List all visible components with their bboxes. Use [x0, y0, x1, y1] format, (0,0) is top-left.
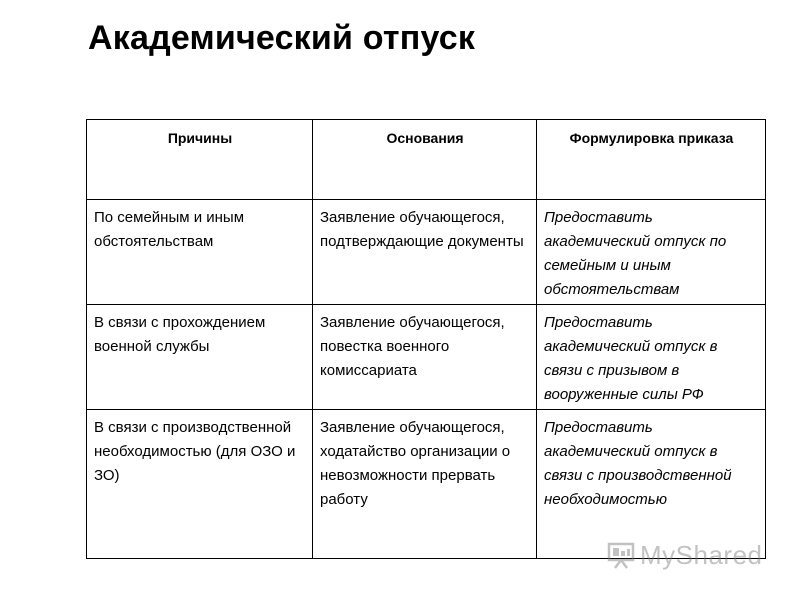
cell-order-wording: Предоставить академический отпуск по семейным и иным обстоятельствам — [537, 200, 766, 305]
slide-title: Академический отпуск — [88, 19, 476, 57]
table-row — [87, 200, 766, 305]
cell-reason: По семейным и иным обстоятельствам — [87, 200, 313, 305]
header-reasons: Причины — [87, 120, 313, 200]
presentation-board-icon — [606, 540, 636, 570]
table-header-row — [87, 120, 766, 200]
leave-table — [86, 119, 766, 559]
header-grounds: Основания — [313, 120, 537, 200]
cell-basis: Заявление обучающегося, повестка военного комиссариата — [313, 305, 537, 410]
table-row — [87, 410, 766, 559]
watermark-text: MyShared — [640, 539, 763, 570]
cell-order-wording: Предоставить академический отпуск в связи с призывом в вооруженные силы РФ — [537, 305, 766, 410]
cell-basis: Заявление обучающегося, ходатайство организации о невозможности прервать работу — [313, 410, 537, 559]
watermark-logo — [606, 539, 763, 571]
table-row — [87, 305, 766, 410]
cell-reason: В связи с производственной необходимостью (для ОЗО и ЗО) — [87, 410, 313, 559]
header-order-wording: Формулировка приказа — [537, 120, 766, 200]
cell-reason: В связи с прохождением военной службы — [87, 305, 313, 410]
cell-basis: Заявление обучающегося, подтверждающие документы — [313, 200, 537, 305]
cell-order-wording: Предоставить академический отпуск в связи с производственной необходимостью — [537, 410, 766, 559]
